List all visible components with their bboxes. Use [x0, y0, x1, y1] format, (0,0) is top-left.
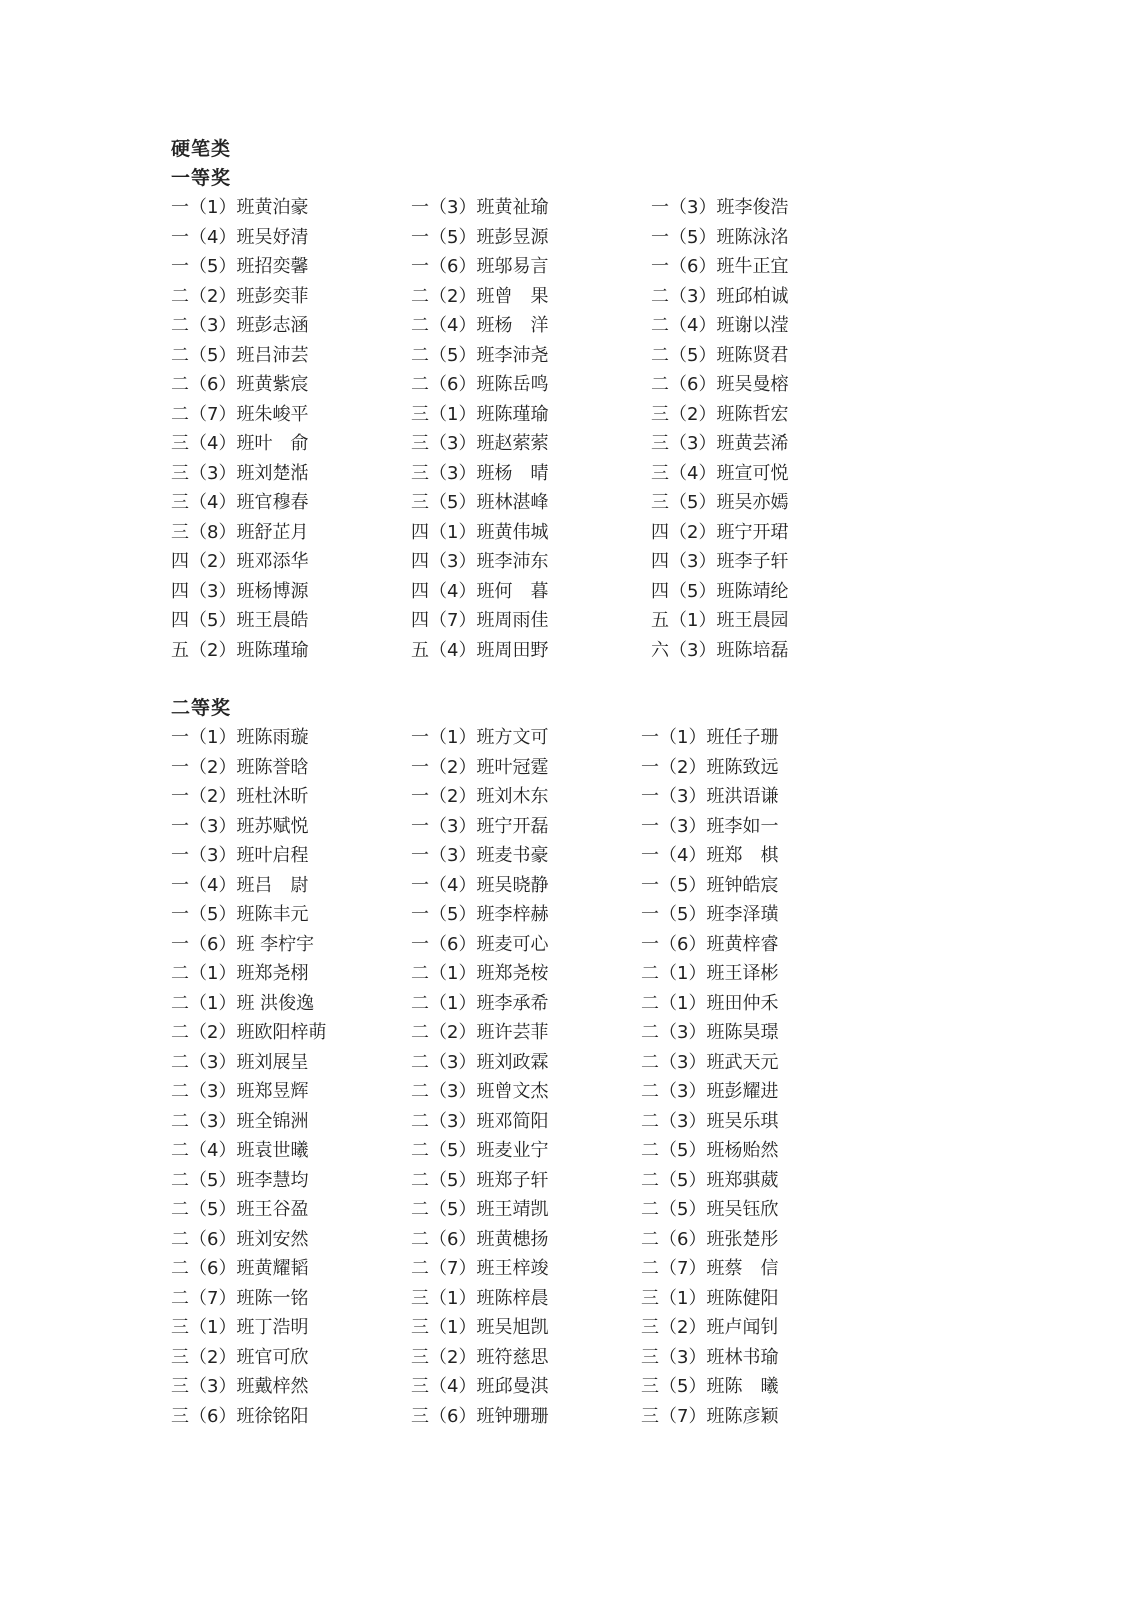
award-entry: 三（5）班林湛峰 — [411, 492, 549, 513]
award-entry: 二（7）班蔡 信 — [641, 1258, 779, 1279]
award-entry: 一（5）班彭昱源 — [411, 226, 549, 248]
award-entry: 二（3）班曾文杰 — [411, 1081, 549, 1102]
award-entry: 五（2）班陈瑾瑜 — [171, 639, 309, 661]
award-entry: 二（7）班王梓竣 — [411, 1258, 549, 1279]
award-entry: 二（3）班彭志涵 — [171, 315, 309, 336]
award-entry: 二（5）班王靖凯 — [411, 1199, 549, 1220]
award-entry: 三（1）班陈瑾瑜 — [411, 403, 549, 425]
award-entry: 一（2）班刘木东 — [411, 786, 549, 807]
award-entry: 三（2）班陈哲宏 — [651, 403, 789, 425]
award-entry: 三（2）班卢闻钊 — [641, 1317, 779, 1338]
award-entry: 二（3）班全锦洲 — [171, 1110, 309, 1132]
award-entry: 二（2）班许芸菲 — [411, 1022, 549, 1043]
award-entry: 三（3）班赵萦萦 — [411, 433, 549, 454]
award-entry: 二（3）班邱柏诚 — [651, 285, 789, 307]
award-entry: 二（1）班郑尧桉 — [411, 963, 549, 984]
award-entry: 五（1）班王晨园 — [651, 610, 789, 631]
first-prize-heading: 一等奖 — [171, 167, 232, 189]
award-entry: 一（5）班陈泳洺 — [651, 226, 789, 248]
award-entry: 二（3）班陈昊璟 — [641, 1022, 779, 1043]
award-entry: 三（5）班吴亦嫣 — [651, 492, 789, 513]
award-entry: 三（4）班叶 俞 — [171, 433, 309, 454]
award-document — [171, 135, 971, 1431]
award-entry: 三（5）班陈 曦 — [641, 1376, 779, 1397]
award-entry: 二（5）班陈贤君 — [651, 344, 789, 366]
award-entry: 二（6）班陈岳鸣 — [411, 374, 549, 395]
award-entry: 四（3）班杨博源 — [171, 580, 309, 602]
award-entry: 三（6）班徐铭阳 — [171, 1405, 309, 1427]
award-entry: 二（5）班李慧均 — [171, 1169, 309, 1191]
award-entry: 二（6）班吴曼榕 — [651, 374, 789, 395]
award-entry: 三（1）班陈梓晨 — [411, 1287, 549, 1309]
award-entry: 二（4）班谢以滢 — [651, 315, 789, 336]
second-prize-list — [171, 723, 971, 1431]
award-entry: 二（3）班吴乐琪 — [641, 1110, 779, 1132]
award-entry: 一（2）班陈致远 — [641, 756, 779, 778]
award-entry: 二（1）班 洪俊逸 — [171, 992, 315, 1014]
award-entry: 一（1）班任子珊 — [641, 727, 779, 748]
award-entry: 二（7）班朱峻平 — [171, 403, 309, 425]
award-entry: 二（1）班郑尧栩 — [171, 963, 309, 984]
award-entry: 二（7）班陈一铭 — [171, 1287, 309, 1309]
award-entry: 一（3）班黄祉瑜 — [411, 197, 549, 218]
award-entry: 一（3）班李如一 — [641, 815, 779, 837]
award-entry: 三（3）班杨 晴 — [411, 462, 549, 484]
award-entry: 一（4）班郑 棋 — [641, 845, 779, 866]
first-prize-list — [171, 193, 971, 665]
award-entry: 四（3）班李子轩 — [651, 551, 789, 572]
award-entry: 一（3）班洪语谦 — [641, 786, 779, 807]
award-entry: 三（4）班宣可悦 — [651, 462, 789, 484]
award-entry: 二（6）班张楚彤 — [641, 1228, 779, 1250]
award-entry: 二（6）班刘安然 — [171, 1228, 309, 1250]
award-entry: 二（3）班刘政霖 — [411, 1051, 549, 1073]
award-entry: 三（6）班钟珊珊 — [411, 1405, 549, 1427]
award-entry: 二（5）班吕沛芸 — [171, 344, 309, 366]
award-entry: 一（2）班叶冠霆 — [411, 756, 549, 778]
award-entry: 三（2）班符慈思 — [411, 1346, 549, 1368]
award-entry: 一（4）班吕 尉 — [171, 874, 309, 896]
award-entry: 三（1）班陈健阳 — [641, 1287, 779, 1309]
award-entry: 五（4）班周田野 — [411, 639, 549, 661]
award-entry: 一（6）班黄梓睿 — [641, 933, 779, 955]
award-entry: 三（2）班官可欣 — [171, 1346, 309, 1368]
category-title: 硬笔类 — [171, 138, 232, 160]
award-entry: 一（3）班苏赋悦 — [171, 815, 309, 837]
award-entry: 二（1）班田仲禾 — [641, 992, 779, 1014]
first-prize-section — [171, 164, 971, 665]
award-entry: 二（2）班曾 果 — [411, 285, 549, 307]
award-entry: 四（7）班周雨佳 — [411, 610, 549, 631]
award-entry: 二（4）班袁世曦 — [171, 1140, 309, 1161]
award-entry: 二（6）班黄耀韬 — [171, 1258, 309, 1279]
award-entry: 一（2）班杜沐昕 — [171, 786, 309, 807]
award-entry: 四（5）班王晨皓 — [171, 610, 309, 631]
award-entry: 三（1）班吴旭凯 — [411, 1317, 549, 1338]
award-entry: 二（5）班麦业宁 — [411, 1140, 549, 1161]
award-entry: 二（5）班杨贻然 — [641, 1140, 779, 1161]
award-entry: 三（3）班林书瑜 — [641, 1346, 779, 1368]
award-entry: 二（4）班杨 洋 — [411, 315, 549, 336]
award-entry: 一（6）班麦可心 — [411, 933, 549, 955]
second-prize-heading: 二等奖 — [171, 697, 232, 719]
award-entry: 三（3）班刘楚湉 — [171, 462, 309, 484]
award-entry: 四（5）班陈靖纶 — [651, 580, 789, 602]
award-entry: 一（3）班宁开磊 — [411, 815, 549, 837]
award-entry: 二（2）班彭奕菲 — [171, 285, 309, 307]
award-entry: 二（3）班彭耀进 — [641, 1081, 779, 1102]
second-prize-section — [171, 694, 971, 1431]
award-entry: 三（8）班舒芷月 — [171, 521, 309, 543]
award-entry: 二（5）班王谷盈 — [171, 1199, 309, 1220]
award-entry: 四（1）班黄伟城 — [411, 521, 549, 543]
award-entry: 二（2）班欧阳梓萌 — [171, 1022, 327, 1043]
award-entry: 三（3）班黄芸浠 — [651, 433, 789, 454]
award-entry: 二（3）班邓简阳 — [411, 1110, 549, 1132]
award-entry: 二（5）班郑骐葳 — [641, 1169, 779, 1191]
award-entry: 一（6）班邬易言 — [411, 256, 549, 277]
award-entry: 三（4）班官穆春 — [171, 492, 309, 513]
award-entry: 三（4）班邱曼淇 — [411, 1376, 549, 1397]
award-entry: 一（5）班招奕馨 — [171, 256, 309, 277]
award-entry: 一（1）班方文可 — [411, 727, 549, 748]
award-entry: 一（2）班陈誉晗 — [171, 756, 309, 778]
award-entry: 一（5）班陈丰元 — [171, 904, 309, 925]
award-entry: 四（2）班邓添华 — [171, 551, 309, 572]
award-entry: 一（1）班黄泊豪 — [171, 197, 309, 218]
award-entry: 二（1）班王译彬 — [641, 963, 779, 984]
award-entry: 二（5）班李沛尧 — [411, 344, 549, 366]
award-entry: 三（7）班陈彦颖 — [641, 1405, 779, 1427]
award-entry: 二（6）班黄槵扬 — [411, 1228, 549, 1250]
award-entry: 四（2）班宁开珺 — [651, 521, 789, 543]
award-entry: 一（6）班牛正宜 — [651, 256, 789, 277]
award-entry: 一（1）班陈雨璇 — [171, 727, 309, 748]
award-entry: 一（3）班李俊浩 — [651, 197, 789, 218]
award-entry: 四（4）班何 暮 — [411, 580, 549, 602]
award-entry: 一（5）班李梓赫 — [411, 904, 549, 925]
award-entry: 一（5）班钟皓宸 — [641, 874, 779, 896]
award-entry: 二（5）班郑子轩 — [411, 1169, 549, 1191]
award-entry: 二（3）班武天元 — [641, 1051, 779, 1073]
award-entry: 一（5）班李泽璜 — [641, 904, 779, 925]
award-entry: 四（3）班李沛东 — [411, 551, 549, 572]
award-entry: 一（3）班叶启程 — [171, 845, 309, 866]
award-entry: 一（3）班麦书豪 — [411, 845, 549, 866]
award-entry: 一（4）班吴妤清 — [171, 226, 309, 248]
award-entry: 三（1）班丁浩明 — [171, 1317, 309, 1338]
award-entry: 二（6）班黄紫宸 — [171, 374, 309, 395]
award-entry: 一（4）班吴晓静 — [411, 874, 549, 896]
award-entry: 六（3）班陈培磊 — [651, 639, 789, 661]
award-entry: 二（5）班吴钰欣 — [641, 1199, 779, 1220]
award-entry: 二（1）班李承希 — [411, 992, 549, 1014]
award-entry: 三（3）班戴梓然 — [171, 1376, 309, 1397]
award-entry: 一（6）班 李柠宇 — [171, 933, 315, 955]
award-entry: 二（3）班郑昱辉 — [171, 1081, 309, 1102]
award-entry: 二（3）班刘展呈 — [171, 1051, 309, 1073]
